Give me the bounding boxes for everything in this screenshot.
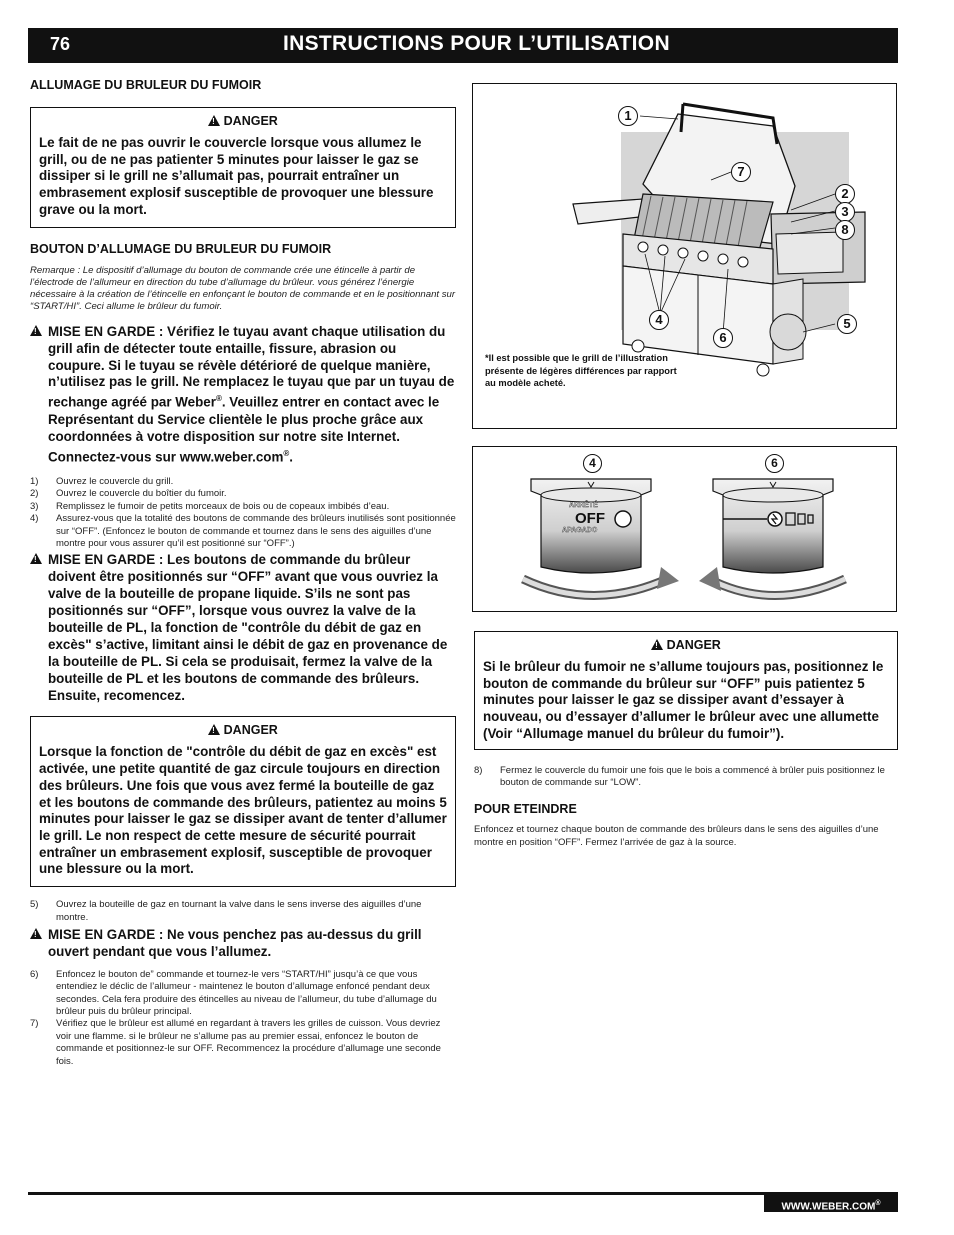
callout-label-7: 7 — [731, 162, 751, 182]
danger-heading: ! DANGER — [39, 723, 447, 737]
list-item: 8) Fermez le couvercle du fumoir une fois que le bois a commencé à brûler puis positionnez le bouton de commande sur “LOW”. — [474, 764, 885, 788]
callout-label-1: 1 — [618, 106, 638, 126]
knob-text-off: OFF — [575, 510, 605, 527]
knob-text-apagado: APAGADO — [562, 527, 598, 534]
warning-knobs-off: ! MISE EN GARDE : Les boutons de commande du brûleur doivent être positionnés sur “OFF” avant que vous ouvriez la valve de la bouteille de propane liquide. S’ils ne sont pas positionnés sur “OFF”, lorsque vous ouvrez la valve de la bouteille de PL, la fonction de "contrôle du débit de gaz en excès" s’active, limitant ainsi le débit de gaz en provenance de la bouteille de PL. Si cela se produisait, fermez la valve de la bouteille de PL et les boutons de commande des brûleurs. Ensuite, recomencez. — [30, 552, 456, 704]
callout-label-4: 4 — [649, 310, 669, 330]
section-heading-smoker-ignition: ALLUMAGE DU BRULEUR DU FUMOIR — [30, 78, 262, 92]
steps-list-1-4 — [30, 476, 456, 550]
warning-triangle-icon — [30, 325, 42, 336]
warning-triangle-icon — [208, 115, 220, 126]
page-number: 76 — [50, 34, 71, 54]
footer-url: WWW.WEBER.COM® — [764, 1195, 898, 1212]
list-item: 5) Ouvrez la bouteille de gaz en tournant la valve dans le sens inverse des aiguilles d’une montre. — [30, 899, 422, 923]
callout-label-5: 5 — [837, 314, 857, 334]
list-item: 4) Assurez-vous que la totalité des boutons de commande des brûleurs inutilisés sont positionnée sur “OFF”. (Enfoncez le bouton de commande et tournez dans le sens des aiguilles d’une montre pour vous assurer qu’il est positionné sur “OFF”.) — [30, 513, 456, 549]
remark-note: Remarque : Le dispositif d’allumage du bouton de commande crée une étincelle à partir de l’électrode de l’allumeur en direction du tube d’allumage du brûleur. vous générez l’énergie nécessaire à la création de l’étincelle en enfonçant le bouton de commande et en le positionnant sur “START/HI”. Ceci allume le brûleur du fumoir. — [30, 264, 456, 313]
left-column — [30, 78, 456, 1068]
warning-triangle-icon — [30, 928, 42, 939]
page-title: INSTRUCTIONS POUR L’UTILISATION — [283, 32, 670, 55]
danger-text: Si le brûleur du fumoir ne s’allume toujours pas, positionnez le bouton de commande du brûleur sur “OFF” puis patientez 5 minutes pour laisser le gaz se dissiper avant d’essayer à nouveau, ou d’essayer d’allumer le brûleur avec une allumette (Voir “Allumage manuel du brûleur du fumoir”). — [483, 659, 884, 741]
knob-drawing — [473, 447, 896, 611]
knob-label-6: 6 — [765, 454, 784, 473]
page-header — [28, 28, 898, 63]
list-item: 1) Ouvrez le couvercle du grill. — [30, 475, 174, 487]
callout-label-8: 8 — [835, 220, 855, 240]
callout-label-2: 2 — [835, 184, 855, 204]
knob-label-4: 4 — [583, 454, 602, 473]
danger-heading: ! DANGER — [39, 114, 447, 128]
section-heading-turn-off: POUR ETEINDRE — [474, 802, 577, 817]
grill-illustration — [472, 83, 897, 429]
warning-lean: ! MISE EN GARDE : Ne vous penchez pas au-dessus du grill ouvert pendant que vous l’allumez. — [30, 927, 456, 961]
list-item: 7) Vérifiez que le brûleur est allumé en regardant à travers les grilles de cuisson. Vous devriez voir une flamme. si le brûleur ne s’allume pas au premier essai, enfoncez le bouton de commande et positionnez-le sur OFF. Recommencez la procédure d’allumage une seconde fois. — [30, 1018, 441, 1067]
danger-text: Le fait de ne pas ouvrir le couvercle lorsque vous allumez le grill, ou de ne pas patienter 5 minutes pour laisser le gaz se dissiper si le grill ne s’allumait pas, pourrait entraîner un embrasement explosif susceptible de provoquer une blessure grave ou la mort. — [39, 135, 434, 217]
callout-label-3: 3 — [835, 202, 855, 222]
right-column-lower — [474, 631, 898, 849]
danger-text: Lorsque la fonction de "contrôle du débit de gaz en excès" est activée, une petite quantité de gaz circule toujours en direction des brûleurs. Une fois que vous avez fermé la bouteille de gaz et les boutons de commande des brûleurs, patientez au moins 5 minutes pour laisser le gaz se dissiper avant de tenter d’allumer le grill. Le non respect de cette mesure de sécurité pourrait entraîner un embrasement explosif, susceptible de provoquer une blessure ou la mort. — [39, 744, 447, 877]
knob-illustration — [472, 446, 897, 612]
danger-heading: ! DANGER — [483, 638, 889, 652]
steps-list-6-7 — [30, 969, 456, 1068]
turn-off-text: Enfoncez et tournez chaque bouton de commande des brûleurs dans le sens des aiguilles d’une montre en position “OFF”. Fermez l’arrivée de gaz à la source. — [474, 824, 879, 848]
warning-triangle-icon — [651, 639, 663, 650]
list-item: 6) Enfoncez le bouton de” commande et tournez-le vers “START/HI” jusqu’à ce que vous entendiez le déclic de l’allumeur - maintenez le bouton d’allumage enfoncé pendant deux secondes. Cela fera produire des étincelles au niveau de l’allumeur, du tube d’allumage du brûleur puis du brûleur principal. — [30, 968, 437, 1017]
steps-list-5 — [30, 899, 456, 924]
list-item: 2) Ouvrez le couvercle du boîtier du fumoir. — [30, 488, 227, 500]
warning-triangle-icon — [208, 724, 220, 735]
knob-text-arrete: ARRÊTÉ — [569, 502, 598, 509]
warning-triangle-icon — [30, 553, 42, 564]
steps-list-8 — [474, 765, 898, 790]
danger-box-smoker-not-lit — [474, 631, 898, 750]
danger-box-excess-flow — [30, 716, 456, 887]
warning-hose: ! MISE EN GARDE : Vérifiez le tuyau avant chaque utilisation du grill afin de détecter toute entaille, fissure, abrasion ou coupure. Si le tuyau se révèle détérioré de quelque manière, n’utilisez pas le grill. Ne remplacez le tuyau que par un tuyau de rechange agréé par Weber®. Veuillez entrer en contact avec le Représentant du Service clientèle le plus proche grâce aux coordonnées à votre disposition sur notre site Internet. Connectez-vous sur www.weber.com®. — [30, 324, 456, 466]
figure-caption: *Il est possible que le grill de l’illustration présente de légères différences par rapport au modèle acheté. — [485, 353, 677, 389]
callout-label-6: 6 — [713, 328, 733, 348]
danger-box-lid — [30, 107, 456, 228]
list-item: 3) Remplissez le fumoir de petits morceaux de bois ou de copeaux imbibés d’eau. — [30, 500, 390, 512]
section-heading-ignition-button: BOUTON D’ALLUMAGE DU BRULEUR DU FUMOIR — [30, 241, 332, 256]
